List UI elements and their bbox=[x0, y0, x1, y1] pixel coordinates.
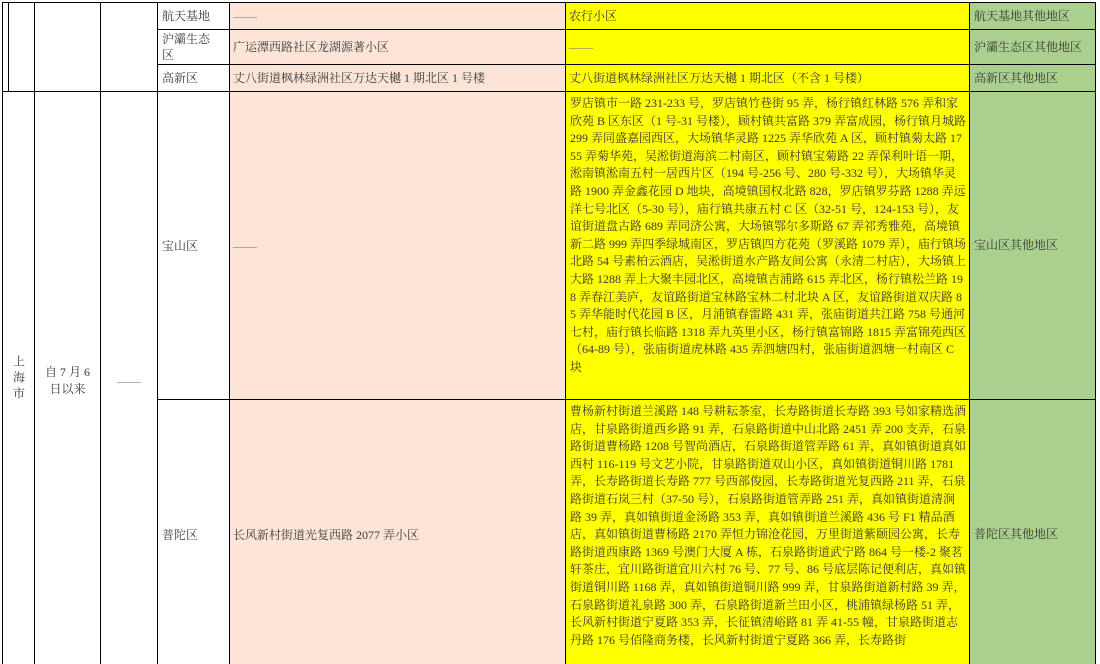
yellow-area-cell: 农行小区 bbox=[566, 3, 970, 30]
table-row bbox=[3, 65, 1096, 92]
yellow-area-cell: 罗店镇市一路 231-233 号，罗店镇竹巷街 95 弄，杨行镇红林路 576 弄和家欣苑 B 区东区（1 号-31 号楼），顾村镇共富路 379 弄富成园，杨行镇月城路 299 弄同盛嘉园西区，大场镇华灵路 1225 弄华欣苑 A 区，顾村镇菊太路 1755 弄菊华苑，吴淞街道海滨二村南区，顾村镇宝菊路 22 弄保利叶语一期，淞南镇淞南五村一居西片区（194 号-256 号、280 号-332 号），大场镇华灵路 1900 弄金鑫花园 D 地块，高境镇国权北路 828，罗店镇罗芬路 1288 弄远洋七号北区（5-30 号），庙行镇共康五村 C 区（32-51 号，124-153 号），友谊街道盘古路 689 弄同济公寓，大场镇鄂尔多斯路 67 弄祁秀雅苑，高境镇新二路 999 弄四季绿城南区，罗店镇四方花苑（罗溪路 1079 弄），庙行镇场北路 54 号素柏云酒店，吴淞街道水产路友间公寓（永清二村店），大场镇上大路 1288 弄上大聚丰园北区，高境镇吉浦路 615 弄北区，杨行镇松兰路 198 弄春江美庐，友谊路街道宝林路宝林二村北块 A 区，友谊路街道双庆路 85 弄华能时代花园 B 区，月浦镇春雷路 431 弄，张庙街道共江路 758 号通河七村，庙行镇长临路 1318 弄九英里小区，杨行镇富锦路 1815 弄富锦苑西区（64-89 号），张庙街道虎林路 435 弄泗塘四村，张庙街道泗塘一村南区 C 块 bbox=[566, 92, 970, 400]
district-name-cell: 普陀区 bbox=[158, 400, 230, 664]
other-area-cell: 高新区其他地区 bbox=[970, 65, 1096, 92]
city-name-text: 上海市 bbox=[11, 354, 26, 403]
period-cell: 自 7 月 6 日以来 bbox=[35, 92, 101, 664]
scope-cell: —— bbox=[101, 92, 158, 664]
yellow-area-cell: 丈八街道枫林绿洲社区万达天樾 1 期北区（不含 1 号楼） bbox=[566, 65, 970, 92]
empty-period-cell bbox=[35, 3, 101, 92]
table-row bbox=[3, 3, 1096, 30]
district-name-cell: 宝山区 bbox=[158, 92, 230, 400]
district-name-cell: 沪灞生态区 bbox=[158, 30, 230, 65]
table-row bbox=[3, 400, 1096, 664]
yellow-area-cell: 曹杨新村街道兰溪路 148 号耕耘茶室，长寿路街道长寿路 393 号如家精选酒店，甘泉路街道西乡路 91 弄，石泉路街道中山北路 2451 弄 200 支弄，石泉路街道曹杨路 1208 号智尚酒店，石泉路街道管弄路 61 弄，真如镇街道真如西村 116-119 号文艺小院，甘泉路街道双山小区，真如镇街道铜川路 1781 弄，长寿路街道长寿路 777 号西部俊园，长寿路街道光复西路 211 弄，石泉路街道石岚三村（37-50 号），石泉路街道管弄路 251 弄，真如镇街道清涧路 39 弄，真如镇街道金汤路 353 弄，真如镇街道兰溪路 436 号 F1 精品酒店，真如镇街道曹杨路 2170 弄恒力锦沧花园，万里街道紫颐园公寓，长寿路街道西康路 1369 号澳门大厦 A 栋，石泉路街道武宁路 864 号一楼-2 聚茗轩茶庄，宜川路街道宜川六村 76 号、77 号、86 号底层陈记便利店，真如镇街道铜川路 1168 弄，真如镇街道铜川路 999 弄，甘泉路街道新村路 39 弄，石泉路街道礼泉路 300 弄，石泉路街道新兰田小区，桃浦镇绿杨路 51 弄，长风新村街道宁夏路 353 弄，长征镇清峪路 81 弄 41-55 幢，甘泉路街道志丹路 176 号佰隆商务楼，长风新村街道宁夏路 366 弄，长寿路街 bbox=[566, 400, 970, 664]
district-name-cell: 高新区 bbox=[158, 65, 230, 92]
pink-area-cell: —— bbox=[230, 92, 566, 400]
pink-area-cell: 长风新村街道光复西路 2077 弄小区 bbox=[230, 400, 566, 664]
table-row bbox=[3, 30, 1096, 65]
empty-city-cell bbox=[9, 3, 35, 92]
pink-area-cell: —— bbox=[230, 3, 566, 30]
other-area-cell: 航天基地其他地区 bbox=[970, 3, 1096, 30]
other-area-cell: 沪灞生态区其他地区 bbox=[970, 30, 1096, 65]
risk-area-table bbox=[2, 2, 1096, 664]
city-name-cell bbox=[3, 92, 35, 664]
empty-scope-cell bbox=[101, 3, 158, 92]
district-name-cell: 航天基地 bbox=[158, 3, 230, 30]
yellow-area-cell: —— bbox=[566, 30, 970, 65]
table-row bbox=[3, 92, 1096, 400]
other-area-cell: 普陀区其他地区 bbox=[970, 400, 1096, 664]
pink-area-cell: 广运潭西路社区龙湖源著小区 bbox=[230, 30, 566, 65]
other-area-cell: 宝山区其他地区 bbox=[970, 92, 1096, 400]
pink-area-cell: 丈八街道枫林绿洲社区万达天樾 1 期北区 1 号楼 bbox=[230, 65, 566, 92]
